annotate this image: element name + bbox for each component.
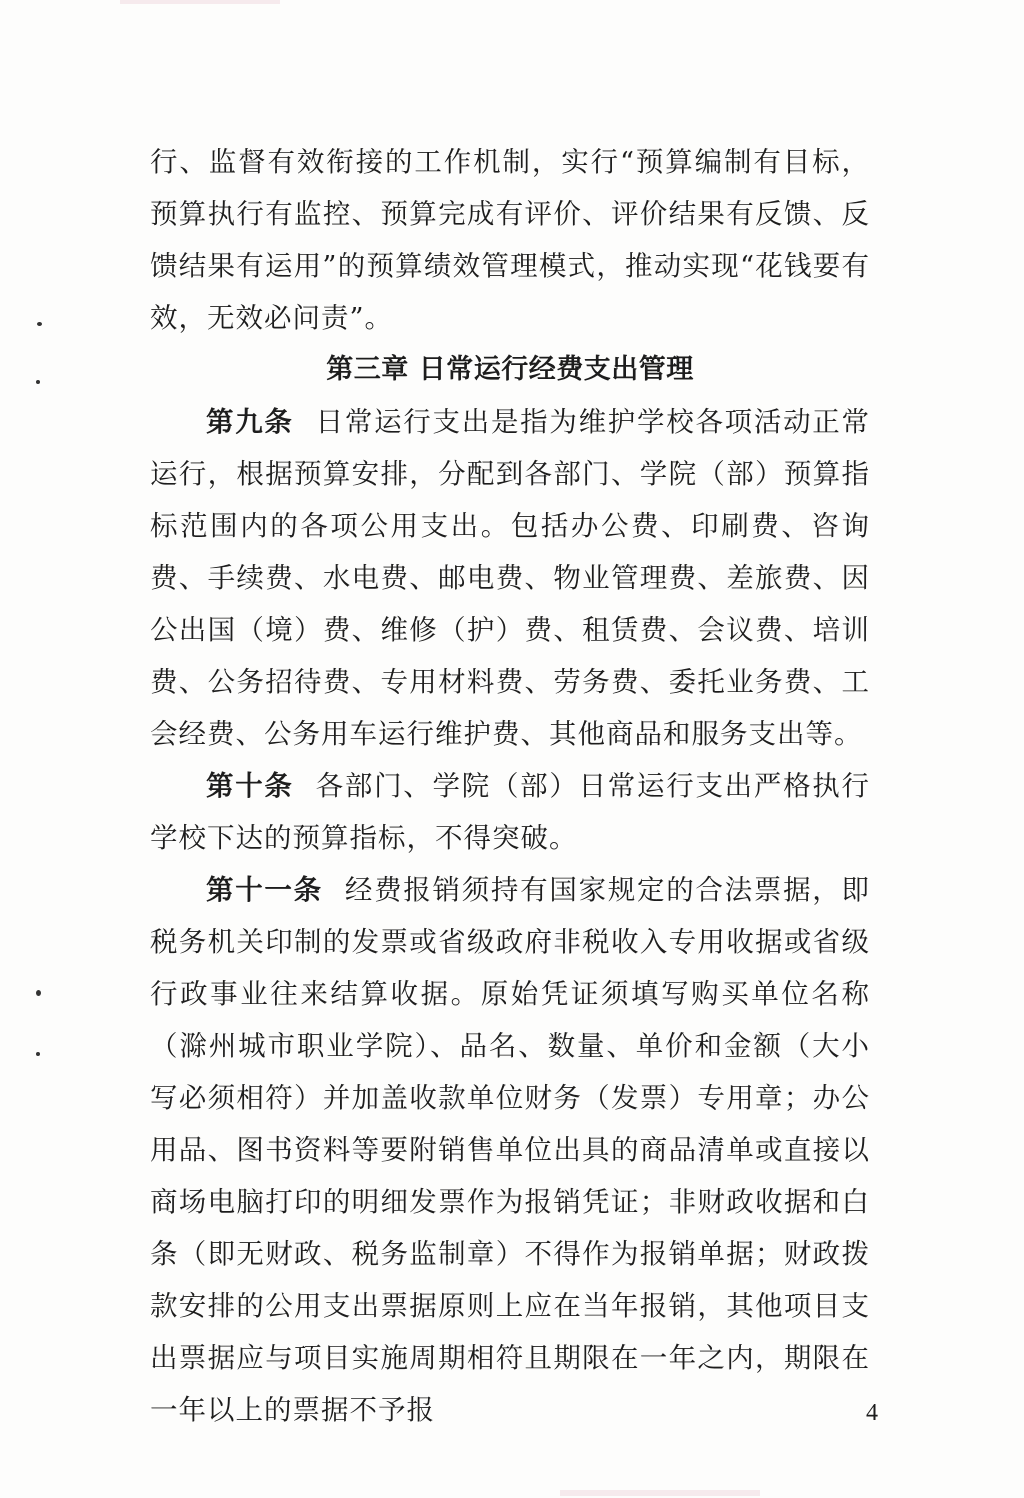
scan-speck xyxy=(36,1052,40,1056)
article-9 xyxy=(150,396,870,760)
document-body xyxy=(150,136,870,1436)
article-11-text: 经费报销须持有国家规定的合法票据，即税务机关印制的发票或省级政府非税收入专用收据或省级行政事业往来结算收据。原始凭证须填写购买单位名称（滁州城市职业学院）、品名、数量、单价和金额（大小写必须相符）并加盖收款单位财务（发票）专用章；办公用品、图书资料等要附销售单位出具的商品清单或直接以商场电脑打印的明细发票作为报销凭证；非财政收据和白条（即无财政、税务监制章）不得作为报销单据；财政拨款安排的公用支出票据原则上应在当年报销，其他项目支出票据应与项目实施周期相符且期限在一年之内，期限在一年以上的票据不予报 xyxy=(150,874,871,1426)
page-edge-stain-bottom xyxy=(560,1490,760,1496)
article-10-text: 各部门、学院（部）日常运行支出严格执行学校下达的预算指标，不得突破。 xyxy=(150,770,871,854)
article-11-label: 第十一条 xyxy=(206,874,323,906)
scan-speck xyxy=(36,990,41,996)
scan-speck xyxy=(37,322,42,326)
page-number: 4 xyxy=(866,1400,878,1426)
article-11 xyxy=(150,864,870,1436)
article-10 xyxy=(150,760,870,864)
article-10-label: 第十条 xyxy=(206,770,294,802)
paragraph-continued: 行、监督有效衔接的工作机制，实行“预算编制有目标，预算执行有监控、预算完成有评价、评价结果有反馈、反馈结果有运用”的预算绩效管理模式，推动实现“花钱要有效，无效必问责”。 xyxy=(150,146,870,334)
article-9-label: 第九条 xyxy=(206,406,294,438)
article-9-text: 日常运行支出是指为维护学校各项活动正常运行，根据预算安排，分配到各部门、学院（部）预算指标范围内的各项公用支出。包括办公费、印刷费、咨询费、手续费、水电费、邮电费、物业管理费、差旅费、因公出国（境）费、维修（护）费、租赁费、会议费、培训费、公务招待费、专用材料费、劳务费、委托业务费、工会经费、公务用车运行维护费、其他商品和服务支出等。 xyxy=(150,406,871,750)
page-edge-stain-top xyxy=(120,0,280,4)
scan-speck xyxy=(36,380,40,384)
chapter-title: 第三章 日常运行经费支出管理 xyxy=(326,354,694,385)
